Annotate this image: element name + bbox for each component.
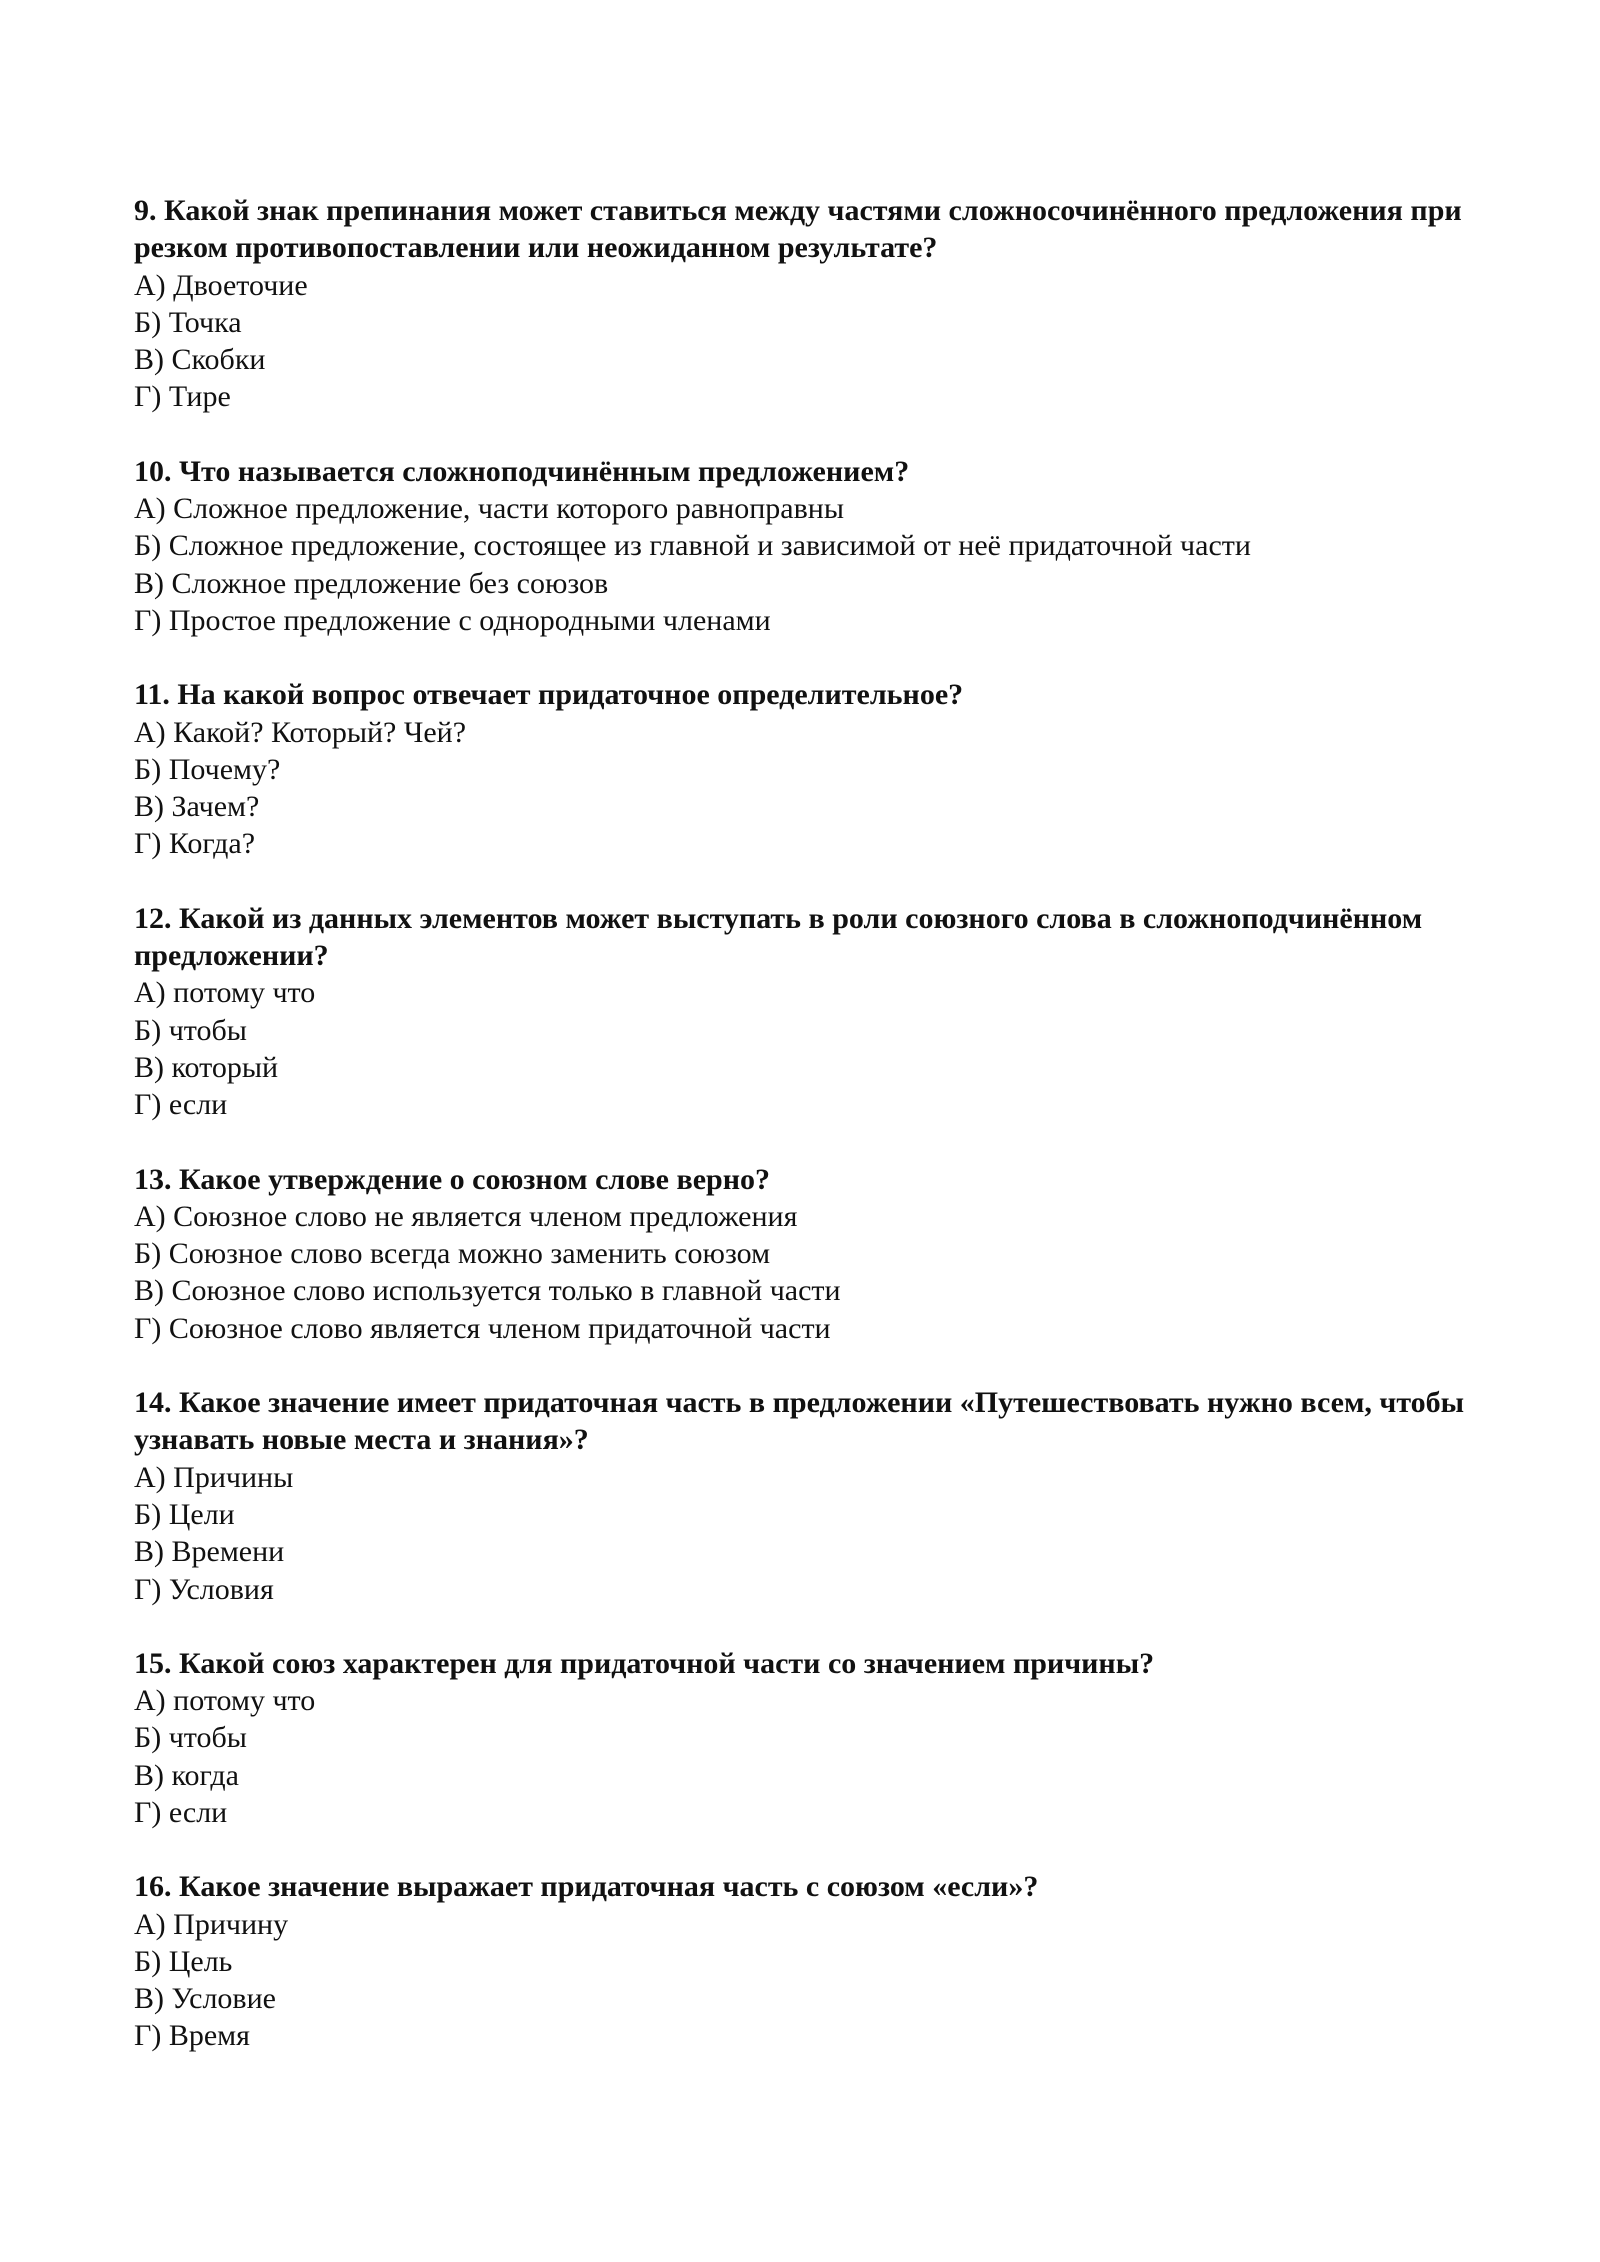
answer-option-d: Г) Простое предложение с однородными членами bbox=[134, 603, 771, 637]
question-text: 14. Какое значение имеет придаточная часть в предложении «Путешествовать нужно всем, чтобы узнавать новые места и знания»? bbox=[134, 1386, 1465, 1457]
question-15 bbox=[134, 1645, 1514, 1831]
answer-list bbox=[134, 490, 1514, 639]
answer-option-c: В) когда bbox=[134, 1758, 239, 1792]
answer-option-a: А) потому что bbox=[134, 1684, 316, 1718]
question-10 bbox=[134, 453, 1514, 639]
question-11 bbox=[134, 676, 1514, 862]
question-16 bbox=[134, 1868, 1514, 2054]
question-text: 10. Что называется сложноподчинённым предложением? bbox=[134, 454, 910, 488]
question-text: 16. Какое значение выражает придаточная часть с союзом «если»? bbox=[134, 1870, 1039, 1904]
answer-list bbox=[134, 1906, 1514, 2055]
answer-option-d: Г) если bbox=[134, 1795, 228, 1829]
question-13 bbox=[134, 1161, 1514, 1347]
answer-option-b: Б) Точка bbox=[134, 305, 242, 339]
answer-option-b: Б) Союзное слово всегда можно заменить союзом bbox=[134, 1237, 771, 1271]
answer-option-a: А) Союзное слово не является членом предложения bbox=[134, 1199, 798, 1233]
question-text: 13. Какое утверждение о союзном слове верно? bbox=[134, 1162, 770, 1196]
answer-option-c: В) Союзное слово используется только в главной части bbox=[134, 1274, 841, 1308]
test-page bbox=[134, 192, 1514, 2092]
answer-option-a: А) потому что bbox=[134, 976, 316, 1010]
answer-option-d: Г) Союзное слово является членом придаточной части bbox=[134, 1311, 831, 1345]
answer-option-a: А) Двоеточие bbox=[134, 268, 308, 302]
answer-list bbox=[134, 1682, 1514, 1831]
answer-option-c: В) Времени bbox=[134, 1535, 285, 1569]
answer-option-d: Г) Время bbox=[134, 2019, 250, 2053]
answer-option-a: А) Какой? Который? Чей? bbox=[134, 715, 467, 749]
answer-list bbox=[134, 974, 1514, 1123]
answer-option-c: В) Условие bbox=[134, 1982, 276, 2016]
answer-option-c: В) Зачем? bbox=[134, 790, 260, 824]
answer-option-d: Г) Условия bbox=[134, 1572, 274, 1606]
question-text: 11. На какой вопрос отвечает придаточное определительное? bbox=[134, 678, 964, 712]
answer-option-a: А) Сложное предложение, части которого равноправны bbox=[134, 492, 844, 526]
answer-list bbox=[134, 714, 1514, 863]
question-14 bbox=[134, 1384, 1514, 1608]
answer-list bbox=[134, 267, 1514, 416]
question-9 bbox=[134, 192, 1514, 416]
answer-option-d: Г) Когда? bbox=[134, 827, 256, 861]
question-text: 12. Какой из данных элементов может выступать в роли союзного слова в сложноподчинённом предложении? bbox=[134, 901, 1423, 973]
answer-option-b: Б) Почему? bbox=[134, 752, 281, 786]
answer-option-b: Б) чтобы bbox=[134, 1013, 247, 1047]
answer-option-c: В) Скобки bbox=[134, 343, 266, 377]
question-text: 9. Какой знак препинания может ставиться между частями сложносочинённого предложения при резком противопоставлении или неожиданном результате? bbox=[134, 194, 1462, 265]
answer-option-b: Б) чтобы bbox=[134, 1721, 247, 1755]
answer-option-a: А) Причины bbox=[134, 1460, 294, 1494]
answer-option-b: Б) Цель bbox=[134, 1944, 233, 1978]
answer-list bbox=[134, 1459, 1514, 1608]
answer-option-a: А) Причину bbox=[134, 1907, 289, 1941]
answer-list bbox=[134, 1198, 1514, 1347]
answer-option-c: В) который bbox=[134, 1050, 279, 1084]
answer-option-d: Г) Тире bbox=[134, 380, 231, 414]
question-text: 15. Какой союз характерен для придаточной части со значением причины? bbox=[134, 1646, 1155, 1680]
answer-option-c: В) Сложное предложение без союзов bbox=[134, 566, 609, 600]
answer-option-b: Б) Сложное предложение, состоящее из главной и зависимой от неё придаточной части bbox=[134, 529, 1251, 563]
question-12 bbox=[134, 900, 1514, 1124]
answer-option-d: Г) если bbox=[134, 1088, 228, 1122]
answer-option-b: Б) Цели bbox=[134, 1497, 235, 1531]
